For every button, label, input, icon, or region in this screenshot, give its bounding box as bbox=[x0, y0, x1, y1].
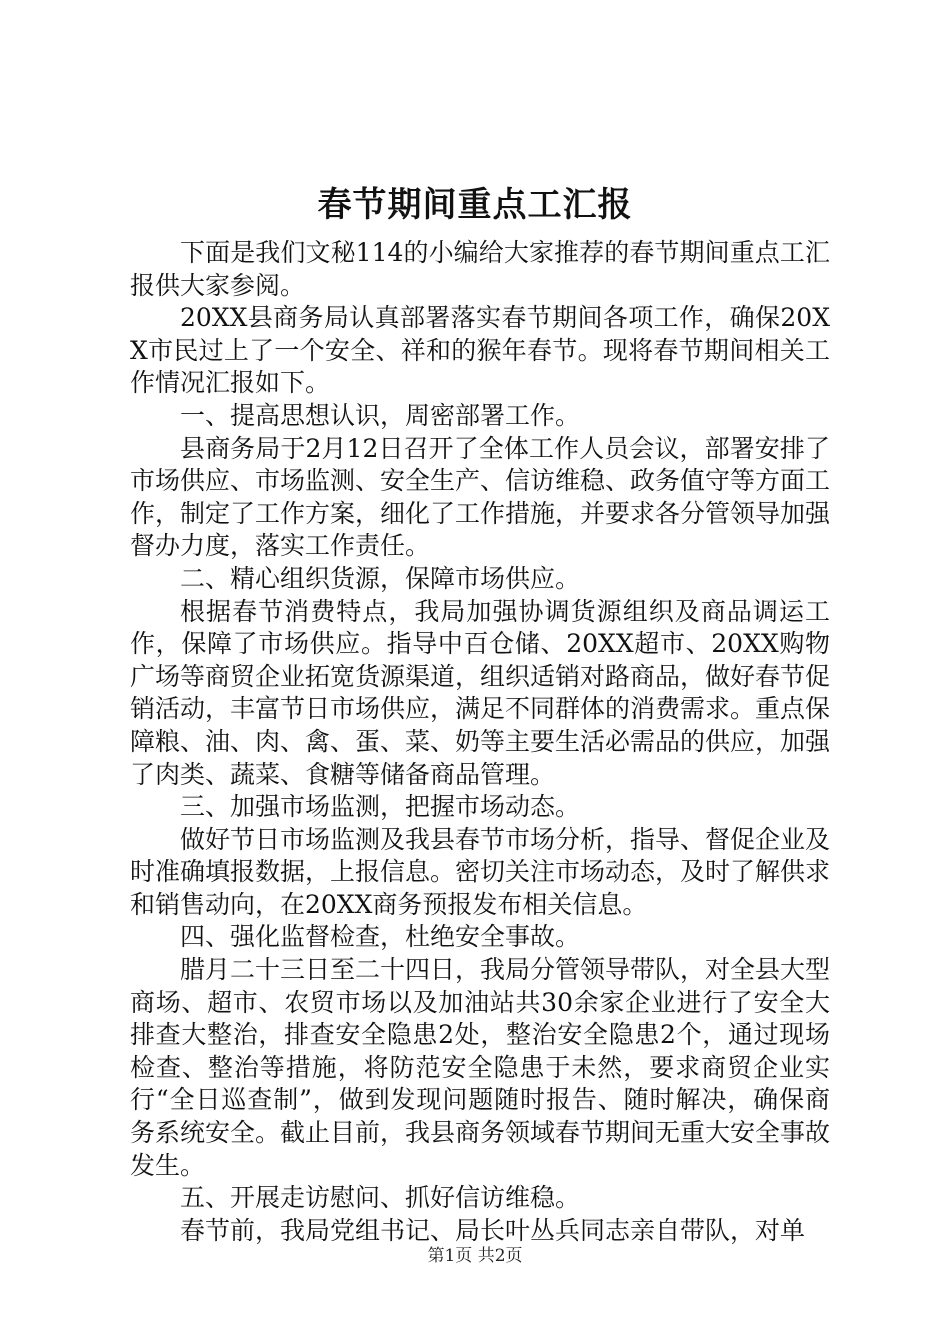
section-heading-4: 四、强化监督检查，杜绝安全事故。 bbox=[180, 922, 581, 952]
section-heading-5: 五、开展走访慰问、抓好信访维稳。 bbox=[180, 1183, 581, 1213]
section-heading-3: 三、加强市场监测，把握市场动态。 bbox=[180, 792, 581, 822]
paragraph-section-4: 腊月二十三日至二十四日，我局分管领导带队，对全县大型商场、超市、农贸市场以及加油站共30余家企业进行了安全大排查大整治，排查安全隐患2处，整治安全隐患2个，通过现场检查、整治等措施，将防范安全隐患于未然，要求商贸企业实行“全日巡查制”，做到发现问题随时报告、随时解决，确保商务系统安全。截止目前，我县商务领域春节期间无重大安全事故发生。 bbox=[130, 955, 831, 1180]
paragraph-section-2: 根据春节消费特点，我局加强协调货源组织及商品调运工作，保障了市场供应。指导中百仓储、20XX超市、20XX购物广场等商贸企业拓宽货源渠道，组织适销对路商品，做好春节促销活动，丰富节日市场供应，满足不同群体的消费需求。重点保障粮、油、肉、禽、蛋、菜、奶等主要生活必需品的供应，加强了肉类、蔬菜、食糖等储备商品管理。 bbox=[130, 596, 831, 789]
paragraph-section-3: 做好节日市场监测及我县春节市场分析，指导、督促企业及时准确填报数据，上报信息。密切关注市场动态，及时了解供求和销售动向，在20XX商务预报发布相关信息。 bbox=[130, 824, 831, 919]
document-title: 春节期间重点工汇报 bbox=[317, 185, 633, 225]
section-heading-2: 二、精心组织货源，保障市场供应。 bbox=[180, 563, 581, 593]
section-heading-1: 一、提高思想认识，周密部署工作。 bbox=[180, 400, 581, 430]
paragraph-section-1: 县商务局于2月12日召开了全体工作人员会议，部署安排了市场供应、市场监测、安全生产、信访维稳、政务值守等方面工作，制定了工作方案，细化了工作措施，并要求各分管领导加强督办力度，落实工作责任。 bbox=[130, 433, 831, 561]
page-number-footer: 第1页 共2页 bbox=[427, 1246, 523, 1266]
paragraph-intro: 下面是我们文秘114的小编给大家推荐的春节期间重点工汇报供大家参阅。 bbox=[130, 238, 830, 300]
document-body bbox=[130, 237, 830, 1247]
paragraph-section-5: 春节前，我局党组书记、局长叶丛兵同志亲自带队，对单 bbox=[180, 1215, 806, 1245]
paragraph-overview: 20XX县商务局认真部署落实春节期间各项工作，确保20XX市民过上了一个安全、祥和的猴年春节。现将春节期间相关工作情况汇报如下。 bbox=[130, 303, 830, 398]
